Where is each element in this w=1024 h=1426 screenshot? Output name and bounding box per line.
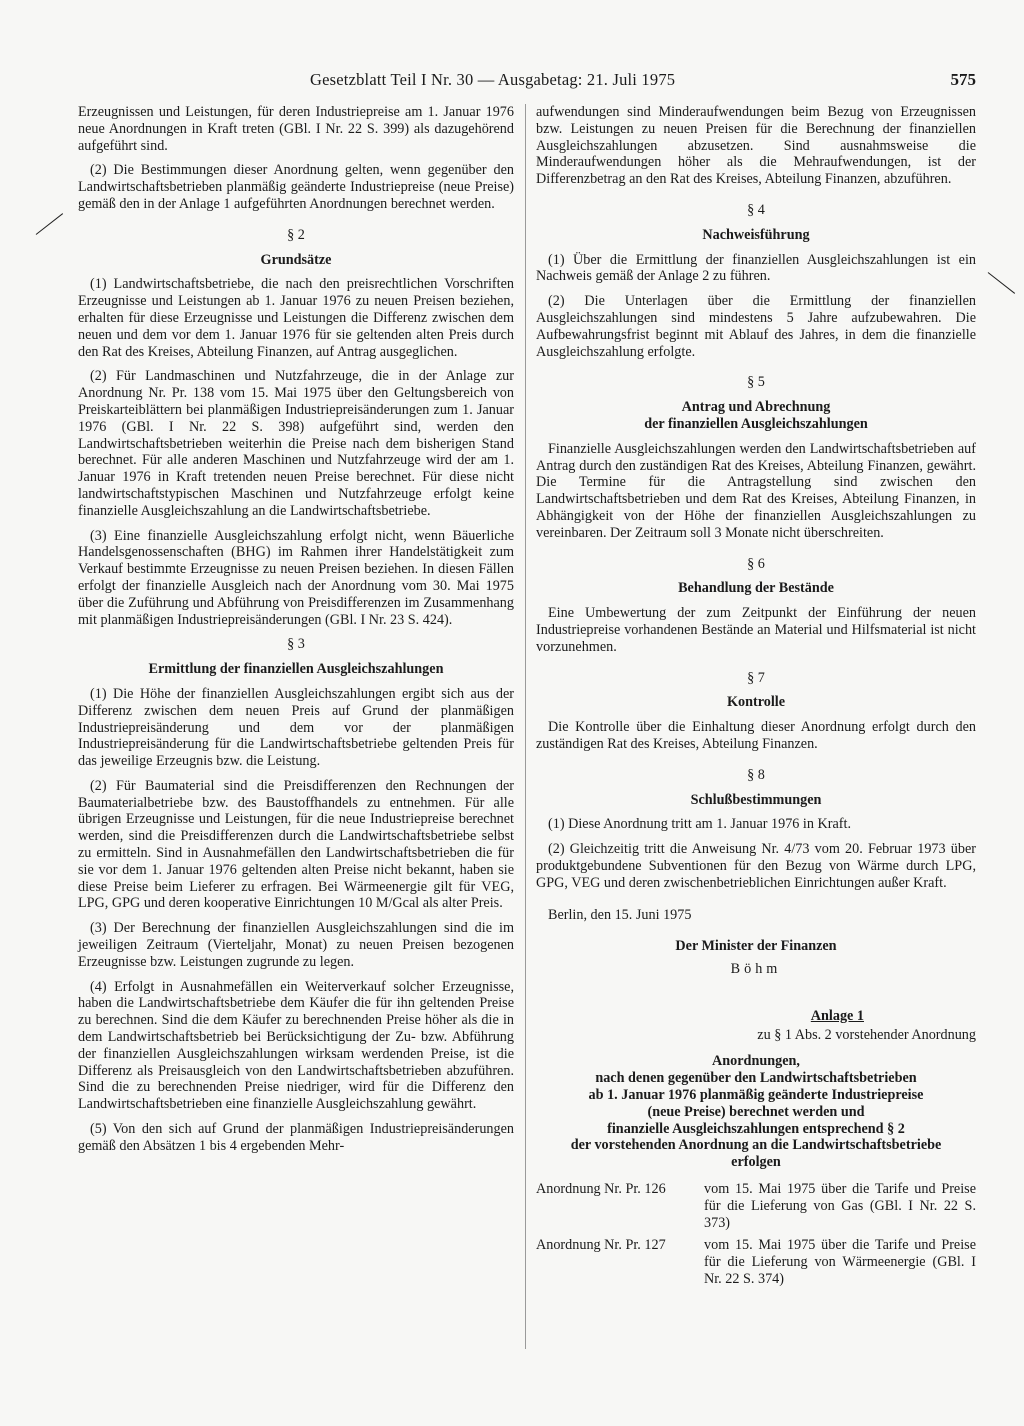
ordinance-number: Anordnung Nr. Pr. 126 [536, 1181, 666, 1198]
paragraph: Erzeugnissen und Leistungen, für deren Industriepreise am 1. Januar 1976 neue Anordnungen in Kraft treten (GBl. I Nr. 22 S. 399) als dazugehörend aufgeführt sind. [78, 104, 514, 154]
section-number: § 5 [747, 374, 765, 391]
page-header [60, 70, 976, 92]
ordinance-entry [536, 1181, 976, 1231]
annex-title-line: Anordnungen, [712, 1053, 800, 1070]
paragraph: (1) Landwirtschaftsbetriebe, die nach den preisrechtlichen Vorschriften Erzeugnisse und Leistungen ab 1. Januar 1976 zu neuen Preisen beziehen, erhalten für diese Erzeugnisse und Leistungen die Differenz zwischen dem neuen und dem vor dem 1. Januar 1976 für sie geltenden alten Preis durch den Rat des Kreises, Abteilung Finanzen, auf Antrag ausgeglichen. [78, 276, 514, 360]
margin-mark-left [36, 213, 63, 235]
section-number: § 7 [747, 669, 765, 686]
annex-label: Anlage 1 [810, 1007, 864, 1024]
section-number: § 4 [747, 201, 765, 218]
annex-title-line: (neue Preise) berechnet werden und [647, 1103, 865, 1120]
annex-title-line: der vorstehenden Anordnung an die Landwirtschaftsbetriebe [570, 1137, 942, 1154]
section-heading: Ermittlung der finanziellen Ausgleichszahlungen [148, 661, 444, 678]
annex-reference: zu § 1 Abs. 2 vorstehender Anordnung [757, 1026, 976, 1043]
section-heading: Grundsätze [260, 251, 332, 268]
paragraph: (2) Gleichzeitig tritt die Anweisung Nr. 4/73 vom 20. Februar 1973 über produktgebundene Subventionen für den Bezug von Wärme durch LPG, GPG, VEG und deren zwischenbetrieblichen Einrichtungen außer Kraft. [536, 841, 976, 891]
page-number: 575 [950, 70, 976, 89]
paragraph: (3) Der Berechnung der finanziellen Ausgleichszahlungen sind die im jeweiligen Zeitraum (Vierteljahr, Monat) zu neuen Preisen bezogenen Erzeugnisse bzw. Leistungen zugrunde zu legen. [78, 920, 514, 970]
margin-mark-right [988, 272, 1015, 294]
annex-title-line: nach denen gegenüber den Landwirtschaftsbetrieben [595, 1070, 917, 1087]
section-heading: Nachweisführung [702, 226, 810, 243]
left-column [78, 104, 514, 1163]
paragraph: (1) Über die Ermittlung der finanziellen Ausgleichszahlungen ist ein Nachweis gemäß der Anlage 2 zu führen. [536, 251, 976, 285]
right-column [536, 104, 976, 1294]
paragraph: (1) Diese Anordnung tritt am 1. Januar 1976 in Kraft. [548, 816, 851, 833]
section-heading: Antrag und Abrechnung [681, 399, 831, 416]
section-heading: Behandlung der Bestände [678, 580, 834, 597]
annex-title-line: finanzielle Ausgleichszahlungen entsprechend § 2 [607, 1120, 905, 1137]
paragraph: (2) Für Landmaschinen und Nutzfahrzeuge, die in der Anlage zur Anordnung Nr. Pr. 138 vom 15. Mai 1975 über den Geltungsbereich von Preiskarteiblättern bei planmäßigen Industriepreisänderungen zum 1. Januar 1976 (GBl. I Nr. 22 S. 398) aufgeführt sind, werden den Landwirtschaftsbetrieben weiterhin die Preise nach dem bisherigen Stand berechnet. Für alle anderen Maschinen und Nutzfahrzeuge wird der am 1. Januar 1976 in Kraft tretenden neuen Preise berechnet. Für diese nicht landwirtschaftstypischen Maschinen und Nutzfahrzeuge erfolgt keine finanzielle Ausgleichszahlung an die Landwirtschaftsbetriebe. [78, 368, 514, 519]
ordinance-number: Anordnung Nr. Pr. 127 [536, 1237, 666, 1254]
section-heading: Schlußbestimmungen [690, 791, 822, 808]
section-number: § 3 [287, 636, 305, 653]
ordinance-text: vom 15. Mai 1975 über die Tarife und Preise für die Lieferung von Wärmeenergie (GBl. I Nr. 22 S. 374) [704, 1237, 976, 1288]
section-number: § 8 [747, 766, 765, 783]
section-heading: Kontrolle [726, 694, 786, 711]
section-heading: der finanziellen Ausgleichszahlungen [644, 415, 868, 432]
paragraph: (1) Die Höhe der finanziellen Ausgleichszahlungen ergibt sich aus der Differenz zwischen dem neuen Preis auf Grund der planmäßigen Industriepreisänderung und dem vor der planmäßigen Industriepreisänderung für die Landwirtschaftsbetriebe geltenden Preis für das jeweilige Erzeugnis bzw. die Leistung. [78, 685, 514, 770]
annex-label-row [536, 1008, 976, 1025]
minister-title: Der Minister der Finanzen [675, 938, 837, 955]
paragraph: Finanzielle Ausgleichszahlungen werden den Landwirtschaftsbetrieben auf Antrag durch den zuständigen Rat des Kreises, Abteilung Finanzen, gewährt. Die Termine für die Antragstellung sind zwischen den Landwirtschaftsbetrieben und dem Rat des Kreises, Abteilung Finanzen, in Abhängigkeit von der Höhe der finanziellen Ausgleichszahlungen zu vereinbaren. Der Zeitraum soll 3 Monate nicht überschreiten. [536, 440, 976, 541]
paragraph: (5) Von den sich auf Grund der planmäßigen Industriepreisänderungen gemäß den Absätzen 1 bis 4 ergebenden Mehr- [78, 1121, 514, 1154]
ordinance-text: vom 15. Mai 1975 über die Tarife und Preise für die Lieferung von Gas (GBl. I Nr. 22 S. 373) [704, 1181, 976, 1231]
paragraph: Die Kontrolle über die Einhaltung dieser Anordnung erfolgt durch den zuständigen Rat des Kreises, Abteilung Finanzen. [536, 719, 976, 752]
paragraph: Eine Umbewertung der zum Zeitpunkt der Einführung der neuen Industriepreise vorhandenen Bestände an Material und Hilfsmaterial ist nicht vorzunehmen. [536, 605, 976, 655]
minister-name: Böhm [730, 961, 782, 978]
annex-title [536, 1053, 976, 1171]
column-divider [525, 104, 526, 1349]
section-number: § 2 [287, 226, 305, 243]
paragraph: (4) Erfolgt in Ausnahmefällen ein Weiterverkauf solcher Erzeugnisse, haben die Landwirtschaftsbetriebe dem Käufer die für ihn geltenden Preise zu berechnen. Sind die dem Käufer zu berechnenden Preise höher als die in dem Landwirtschaftsbetrieb bei Berücksichtigung der Zu- bzw. Abführung der finanziellen Ausgleichszahlungen wirksam werdenden Preise, ist die Differenz als Preisausgleich von den Landwirtschaftsbetrieben abzuführen. Sind die zu berechnenden Preise niedriger, wird für die Differenz den Landwirtschaftsbetrieben eine finanzielle Ausgleichszahlung gewährt. [78, 978, 514, 1113]
annex-title-line: erfolgen [731, 1154, 781, 1171]
section-number: § 6 [747, 555, 765, 572]
paragraph: (3) Eine finanzielle Ausgleichszahlung erfolgt nicht, wenn Bäuerliche Handelsgenossenschaften (BHG) im Rahmen ihrer Handelstätigkeit zum Verkauf bestimmte Erzeugnisse zu neuen Preisen beziehen. In diesen Fällen erfolgt der finanzielle Ausgleich nach der Anordnung vom 30. Mai 1975 über die Zuführung und Abführung von Preisdifferenzen im Zusammenhang mit planmäßigen Industriepreisänderungen (GBl. I Nr. 23 S. 424). [78, 527, 514, 628]
place-and-date: Berlin, den 15. Juni 1975 [548, 907, 692, 924]
paragraph: (2) Für Baumaterial sind die Preisdifferenzen den Rechnungen der Baumaterialbetriebe bzw. des Baustoffhandels zu entnehmen. Für alle übrigen Erzeugnisse und Leistungen, für die neue Industriepreise berechnet werden, sind die Preisdifferenzen durch die Landwirtschaftsbetriebe selbst zu ermitteln. Sind in Ausnahmefällen den Landwirtschaftsbetrieben die für sie vor dem 1. Januar 1976 geltenden alten Preise nicht bekannt, haben sie diese Preise beim Lieferer zu erfragen. Bei Wärmeenergie gilt für VEG, LPG, GPG und deren kooperative Einrichtungen 10 M/Gcal als alter Preis. [78, 777, 514, 912]
annex-title-line: ab 1. Januar 1976 planmäßig geänderte Industriepreise [588, 1087, 924, 1104]
paragraph: (2) Die Bestimmungen dieser Anordnung gelten, wenn gegenüber den Landwirtschaftsbetrieben planmäßig geänderte Industriepreise (neue Preise) gemäß den in der Anlage 1 aufgeführten Anordnungen berechnet werden. [78, 162, 514, 212]
ordinance-entry [536, 1237, 976, 1287]
paragraph: (2) Die Unterlagen über die Ermittlung der finanziellen Ausgleichszahlungen sind mindestens 5 Jahre aufzubewahren. Die Aufbewahrungsfrist beginnt mit Ablauf des Jahres, in dem die finanzielle Ausgleichszahlung erfolgte. [536, 293, 976, 360]
gazette-title: Gesetzblatt Teil I Nr. 30 — Ausgabetag: 21. Juli 1975 [310, 70, 676, 89]
paragraph: aufwendungen sind Minderaufwendungen beim Bezug von Erzeugnissen bzw. Leistungen zu neuen Preisen für die Berechnung der finanziellen Ausgleichszahlungen abzusetzen. Sind ausnahmsweise die Minderaufwendungen höher als die Mehraufwendungen, ist der Differenzbetrag an den Rat des Kreises, Abteilung Finanzen, abzuführen. [536, 104, 976, 188]
